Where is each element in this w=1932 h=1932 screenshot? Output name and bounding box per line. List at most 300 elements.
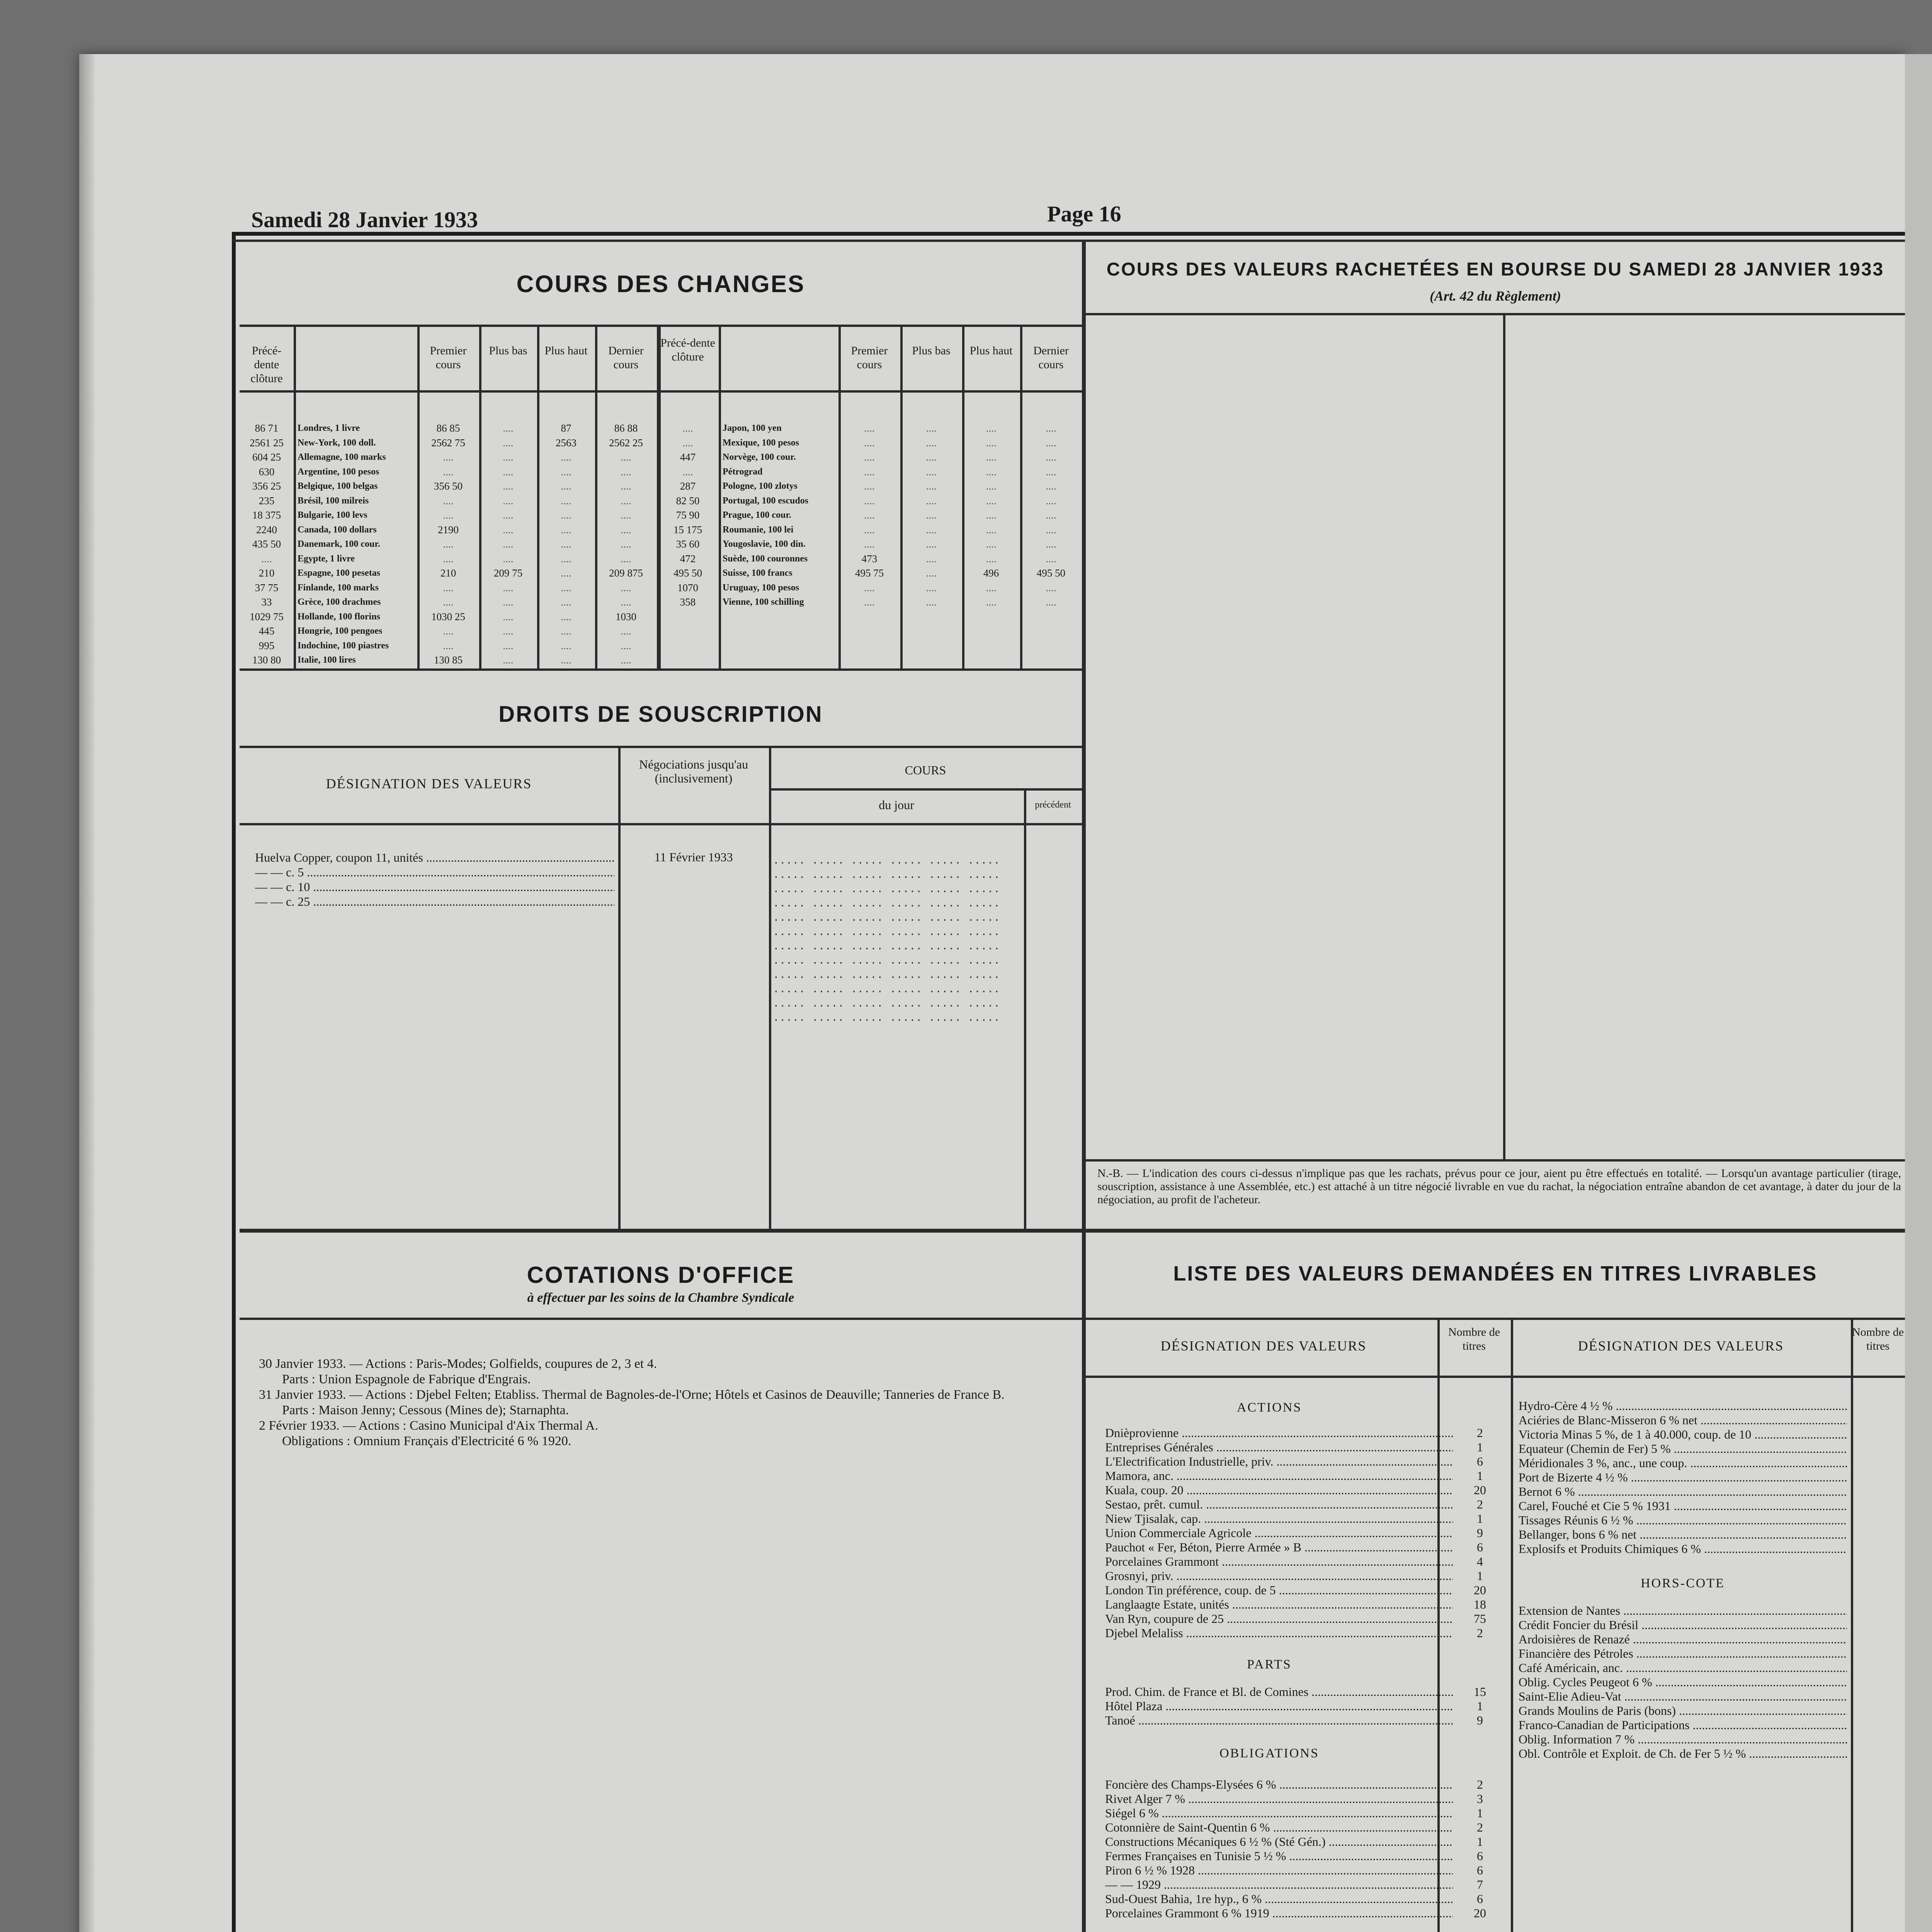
cell-low: .... <box>926 437 937 449</box>
table-row <box>240 639 657 653</box>
list-item <box>1105 1497 1507 1512</box>
col-line <box>769 746 771 1229</box>
rule <box>1086 1376 1905 1378</box>
cell-prev: 86 71 <box>255 422 279 434</box>
item-name: Fermes Françaises en Tunisie 5 ½ % ..... <box>1105 1849 1453 1863</box>
table-row <box>657 508 1082 522</box>
rule <box>1086 1318 1905 1320</box>
cell-last: .... <box>1046 596 1056 608</box>
list-item <box>1519 1689 1847 1704</box>
cell-name: Finlande, 100 marks <box>298 582 379 593</box>
cell-high: .... <box>561 451 571 463</box>
cell-first: 210 <box>440 567 456 579</box>
cell-high: .... <box>561 495 571 507</box>
list-item <box>1519 1661 1847 1675</box>
cotations-subtitle: à effectuer par les soins de la Chambre Syndicale <box>527 1291 794 1305</box>
list-item <box>1519 1732 1847 1747</box>
cell-prev: 447 <box>680 451 696 463</box>
item-name: Prod. Chim. de France et Bl. de Comines ..... <box>1105 1685 1453 1699</box>
col-header-prev-right: Précé-dente clôture <box>660 337 715 363</box>
table-row <box>240 450 657 464</box>
item-name: Van Ryn, coupure de 25 ..... <box>1105 1612 1453 1626</box>
cell-low: .... <box>926 582 937 594</box>
cell-first: .... <box>864 524 875 536</box>
item-count: 6 <box>1477 1892 1483 1906</box>
list-item <box>1519 1527 1847 1542</box>
cell-last: .... <box>621 596 631 608</box>
item-count: 1 <box>1477 1835 1483 1849</box>
cell-low: .... <box>503 509 514 521</box>
header-date: Samedi 28 Janvier 1933 <box>251 207 478 232</box>
cell-last: .... <box>1046 509 1056 521</box>
cell-last: .... <box>1046 451 1056 463</box>
cell-last: .... <box>1046 538 1056 550</box>
item-name: Explosifs et Produits Chimiques 6 % ..... <box>1519 1542 1847 1556</box>
item-name: Ardoisières de Renazé ..... <box>1519 1632 1847 1646</box>
item-name: Café Américain, anc. ..... <box>1519 1661 1847 1675</box>
list-item <box>1519 1646 1847 1661</box>
item-name: Port de Bizerte 4 ½ % ..... <box>1519 1470 1847 1485</box>
rule <box>240 746 1082 748</box>
list-item <box>1105 1540 1507 1554</box>
list-item <box>1105 1569 1507 1583</box>
list-item <box>1105 1597 1507 1612</box>
cell-prev: 82 50 <box>676 495 700 507</box>
cell-low: .... <box>926 480 937 492</box>
item-count: 7 <box>1477 1878 1483 1891</box>
cell-name: Brésil, 100 milreis <box>298 495 369 506</box>
cell-high: .... <box>561 480 571 492</box>
list-item <box>1519 1499 1847 1513</box>
list-item <box>1519 1470 1847 1485</box>
list-item <box>1105 1792 1507 1806</box>
cell-last: .... <box>621 466 631 478</box>
cell-prev: 210 <box>259 567 275 579</box>
item-name: Grosnyi, priv. ..... <box>1105 1569 1453 1583</box>
cotation-entry: 30 Janvier 1933. — Actions : Paris-Modes; Golfields, coupures de 2, 3 et 4. <box>259 1357 657 1371</box>
souscription-row: Huelva Copper, coupon 11, unités ..... <box>255 850 614 865</box>
cell-last: .... <box>621 553 631 565</box>
cell-first: 2562 75 <box>431 437 465 449</box>
rule <box>240 823 1082 825</box>
souscription-date: 11 Février 1933 <box>654 850 733 864</box>
cell-first: 1030 25 <box>431 611 465 622</box>
cell-prev: 1070 <box>677 582 698 594</box>
item-count: 3 <box>1477 1792 1483 1806</box>
souscription-rows <box>255 850 614 909</box>
cell-high: .... <box>561 611 571 622</box>
cell-name: Argentine, 100 pesos <box>298 466 379 477</box>
item-name: Foncière des Champs-Elysées 6 % ..... <box>1105 1777 1453 1792</box>
cell-last: 2562 25 <box>609 437 643 449</box>
cell-prev: 358 <box>680 596 696 608</box>
cell-name: Allemagne, 100 marks <box>298 452 386 462</box>
cell-low: .... <box>503 524 514 536</box>
rule <box>769 788 1082 791</box>
cell-high: 87 <box>561 422 571 434</box>
cell-name: Hongrie, 100 pengoes <box>298 626 383 636</box>
livrables-obligations-list <box>1105 1777 1507 1920</box>
cell-low: .... <box>503 639 514 651</box>
livrables-obligations-label: OBLIGATIONS <box>1219 1746 1319 1760</box>
livrables-actions-list <box>1105 1426 1507 1640</box>
livrables-parts-list <box>1105 1685 1507 1728</box>
cell-first: .... <box>864 451 875 463</box>
livrables-parts-label: PARTS <box>1247 1657 1292 1672</box>
souscription-title: DROITS DE SOUSCRIPTION <box>498 702 823 727</box>
cell-first: .... <box>443 451 454 463</box>
item-name: Niew Tjisalak, cap. ..... <box>1105 1512 1453 1526</box>
list-item <box>1105 1699 1507 1713</box>
cell-name: Egypte, 1 livre <box>298 553 355 564</box>
table-row <box>657 450 1082 464</box>
cell-low: .... <box>926 509 937 521</box>
cell-name: Italie, 100 lires <box>298 655 356 665</box>
table-row <box>657 523 1082 537</box>
item-count: 2 <box>1477 1820 1483 1834</box>
list-item <box>1519 1513 1847 1527</box>
cell-first: .... <box>443 553 454 565</box>
list-item <box>1105 1849 1507 1863</box>
livrables-horscote-label: HORS-COTE <box>1641 1576 1725 1590</box>
cell-low: .... <box>503 553 514 565</box>
item-count: 1 <box>1477 1699 1483 1713</box>
item-name: Crédit Foncier du Brésil ..... <box>1519 1618 1847 1632</box>
rule <box>240 1229 1082 1233</box>
cell-last: .... <box>621 451 631 463</box>
cell-high: .... <box>986 451 997 463</box>
list-item <box>1519 1456 1847 1470</box>
cell-name: Hollande, 100 florins <box>298 611 381 622</box>
item-count: 2 <box>1477 1426 1483 1440</box>
livrables-title: LISTE DES VALEURS DEMANDÉES EN TITRES LIVRABLES <box>1173 1262 1818 1285</box>
cell-name: Yougoslavie, 100 din. <box>723 539 806 549</box>
cell-first: .... <box>864 422 875 434</box>
cell-high: .... <box>561 582 571 594</box>
col-header-cours: COURS <box>905 763 946 777</box>
cell-prev: 33 <box>261 596 272 608</box>
cell-name: Espagne, 100 pesetas <box>298 568 381 578</box>
cell-name: Vienne, 100 schilling <box>723 597 804 607</box>
cell-low: .... <box>503 582 514 594</box>
list-item <box>1105 1483 1507 1497</box>
cell-prev: 495 50 <box>673 567 702 579</box>
table-row <box>657 465 1082 479</box>
item-count: 9 <box>1477 1526 1483 1540</box>
frame-inner-rule <box>232 240 1905 242</box>
item-name: London Tin préférence, coup. de 5 ..... <box>1105 1583 1453 1597</box>
cell-first: .... <box>864 538 875 550</box>
list-item <box>1519 1542 1847 1556</box>
item-count: 6 <box>1477 1454 1483 1468</box>
item-name: Rivet Alger 7 % ..... <box>1105 1792 1453 1806</box>
cell-high: .... <box>986 422 997 434</box>
rachetees-note: N.-B. — L'indication des cours ci-dessus n'implique pas que les rachats, prévus pour ce jour, aient pu être effectués en totalité. — Lorsqu'un avantage particulier (tirage, souscription, assistance à une Assemblée, etc.) est attaché à un titre négocié livrable en vue du rachat, la négociation entraîne abandon de cet avantage, à dater du jour de la négociation, au profit de l'acheteur. <box>1097 1167 1901 1206</box>
item-name: Porcelaines Grammont 6 % 1919 ..... <box>1105 1906 1453 1920</box>
cell-high: .... <box>561 625 571 637</box>
cell-high: .... <box>986 582 997 594</box>
item-name: Méridionales 3 %, anc., une coup. ..... <box>1519 1456 1847 1470</box>
item-name: Carel, Fouché et Cie 5 % 1931 ..... <box>1519 1499 1847 1513</box>
next-page-edge <box>1905 54 1932 1932</box>
cell-low: .... <box>926 567 937 579</box>
cell-low: .... <box>503 611 514 622</box>
cell-first: 473 <box>861 553 878 565</box>
list-item <box>1105 1777 1507 1792</box>
cell-last: .... <box>621 639 631 651</box>
cell-prev: 472 <box>680 553 696 565</box>
cell-first: .... <box>864 509 875 521</box>
cell-last: 1030 <box>616 611 636 622</box>
cell-prev: 75 90 <box>676 509 700 521</box>
list-item <box>1105 1583 1507 1597</box>
list-item <box>1519 1604 1847 1618</box>
souscription-row: — — c. 10 ..... <box>255 879 614 894</box>
cell-high: .... <box>561 509 571 521</box>
list-item <box>1105 1454 1507 1469</box>
cotations-title: COTATIONS D'OFFICE <box>527 1262 795 1288</box>
list-item <box>1105 1426 1507 1440</box>
table-row <box>657 537 1082 551</box>
cell-prev: 37 75 <box>255 582 279 594</box>
cell-name: Grèce, 100 drachmes <box>298 597 381 607</box>
cell-first: 86 85 <box>436 422 460 434</box>
cell-prev: 35 60 <box>676 538 700 550</box>
col-header-high-right: Plus haut <box>969 344 1013 357</box>
cell-low: .... <box>503 480 514 492</box>
cell-low: .... <box>503 654 514 666</box>
item-count: 9 <box>1477 1713 1483 1727</box>
list-item <box>1105 1626 1507 1640</box>
cell-prev: 630 <box>259 466 275 478</box>
item-name: Grands Moulins de Paris (bons) ..... <box>1519 1704 1847 1718</box>
item-count: 20 <box>1474 1906 1486 1920</box>
cell-first: 2190 <box>438 524 459 536</box>
cell-last: 86 88 <box>614 422 638 434</box>
item-count: 6 <box>1477 1863 1483 1877</box>
list-item <box>1519 1718 1847 1732</box>
cell-low: .... <box>503 625 514 637</box>
cell-first: .... <box>443 625 454 637</box>
table-row <box>240 595 657 609</box>
item-name: — — 1929 ..... <box>1105 1878 1453 1892</box>
cell-first: .... <box>443 466 454 478</box>
item-count: 4 <box>1477 1554 1483 1568</box>
cell-high: .... <box>561 553 571 565</box>
table-row <box>240 566 657 580</box>
rachetees-title: COURS DES VALEURS RACHETÉES EN BOURSE DU SAMEDI 28 JANVIER 1933 <box>1106 259 1884 280</box>
col-header-designation: DÉSIGNATION DES VALEURS <box>1160 1338 1367 1354</box>
list-item <box>1519 1399 1847 1413</box>
list-item <box>1519 1618 1847 1632</box>
cell-prev: 2240 <box>256 524 277 536</box>
col-header-last-right: Dernier cours <box>1033 344 1069 371</box>
rule <box>240 390 1082 393</box>
list-item <box>1519 1632 1847 1646</box>
cell-prev: 15 175 <box>673 524 702 536</box>
list-item <box>1105 1906 1507 1920</box>
item-count: 1 <box>1477 1806 1483 1820</box>
rule <box>1086 1159 1905 1162</box>
cell-low: .... <box>926 466 937 478</box>
item-name: Dnièprovienne ..... <box>1105 1426 1453 1440</box>
item-name: Extension de Nantes ..... <box>1519 1604 1847 1618</box>
cell-last: .... <box>621 654 631 666</box>
cell-last: .... <box>1046 553 1056 565</box>
rule <box>1086 313 1905 315</box>
cell-first: 130 85 <box>434 654 463 666</box>
list-item <box>1519 1675 1847 1689</box>
list-item <box>1105 1685 1507 1699</box>
item-count: 1 <box>1477 1440 1483 1454</box>
cell-name: Pétrograd <box>723 466 763 477</box>
table-row <box>657 436 1082 450</box>
cell-high: 2563 <box>556 437 577 449</box>
cell-name: Japon, 100 yen <box>723 423 782 433</box>
col-header-du-jour: du jour <box>879 798 914 812</box>
col-line <box>1851 1318 1853 1932</box>
cell-last: .... <box>621 480 631 492</box>
item-name: Oblig. Cycles Peugeot 6 % ..... <box>1519 1675 1847 1689</box>
list-item <box>1519 1413 1847 1427</box>
item-name: Hôtel Plaza ..... <box>1105 1699 1453 1713</box>
cell-high: .... <box>986 495 997 507</box>
item-name: Oblig. Information 7 % ..... <box>1519 1732 1847 1747</box>
cell-first: .... <box>864 466 875 478</box>
cell-low: .... <box>503 451 514 463</box>
cell-first: .... <box>443 596 454 608</box>
cell-prev: 287 <box>680 480 696 492</box>
cell-last: .... <box>1046 422 1056 434</box>
item-count: 2 <box>1477 1497 1483 1511</box>
souscription-row: — — c. 5 ..... <box>255 865 614 879</box>
item-name: Cotonnière de Saint-Quentin 6 % ..... <box>1105 1820 1453 1835</box>
cell-name: Portugal, 100 escudos <box>723 495 808 506</box>
rule <box>240 1318 1082 1320</box>
item-name: L'Electrification Industrielle, priv. ..... <box>1105 1454 1453 1469</box>
cell-name: Mexique, 100 pesos <box>723 437 799 448</box>
col-header-nombre: Nombre de titres <box>1448 1326 1500 1352</box>
col-line <box>618 746 621 1229</box>
cell-prev: 604 25 <box>252 451 281 463</box>
table-row <box>240 479 657 493</box>
cell-prev: 435 50 <box>252 538 281 550</box>
cell-low: .... <box>926 553 937 565</box>
cell-prev: .... <box>682 437 693 449</box>
item-name: Aciéries de Blanc-Misseron 6 % net ..... <box>1519 1413 1847 1427</box>
col-line <box>1511 1318 1513 1932</box>
cell-high: .... <box>986 524 997 536</box>
col-header-prev: Précé-dente clôture <box>250 344 283 385</box>
table-row <box>657 479 1082 493</box>
item-count: 75 <box>1474 1612 1486 1626</box>
cell-high: .... <box>986 480 997 492</box>
cell-prev: 995 <box>259 639 275 651</box>
item-name: Equateur (Chemin de Fer) 5 % ..... <box>1519 1442 1847 1456</box>
list-item <box>1519 1747 1847 1761</box>
col-header-low: Plus bas <box>489 344 527 357</box>
cell-name: Canada, 100 dollars <box>298 524 377 535</box>
cell-first: .... <box>864 582 875 594</box>
table-row <box>657 566 1082 580</box>
item-name: Financière des Pétroles ..... <box>1519 1646 1847 1661</box>
cell-high: .... <box>561 654 571 666</box>
cell-prev: 356 25 <box>252 480 281 492</box>
item-name: Obl. Contrôle et Exploit. de Ch. de Fer 5 ½ % ..... <box>1519 1747 1847 1761</box>
table-row <box>657 581 1082 595</box>
item-name: Tissages Réunis 6 ½ % ..... <box>1519 1513 1847 1527</box>
cell-high: .... <box>986 553 997 565</box>
cell-low: .... <box>503 437 514 449</box>
rule <box>240 668 1082 671</box>
list-item <box>1519 1485 1847 1499</box>
cell-first: .... <box>443 495 454 507</box>
cell-last: .... <box>1046 437 1056 449</box>
table-row <box>240 537 657 551</box>
cell-name: Pologne, 100 zlotys <box>723 481 798 491</box>
cell-prev: 445 <box>259 625 275 637</box>
cell-first: 356 50 <box>434 480 463 492</box>
cell-name: Suisse, 100 francs <box>723 568 793 578</box>
item-count: 1 <box>1477 1569 1483 1583</box>
cell-high: .... <box>986 437 997 449</box>
cell-low: .... <box>926 524 937 536</box>
cell-low: .... <box>503 466 514 478</box>
cell-high: .... <box>986 509 997 521</box>
cell-last: .... <box>1046 466 1056 478</box>
cell-first: .... <box>864 495 875 507</box>
col-header-first: Premier cours <box>430 344 467 371</box>
cotations-entries <box>259 1356 1070 1449</box>
table-row <box>657 494 1082 508</box>
cell-first: .... <box>864 596 875 608</box>
cell-last: 209 875 <box>609 567 643 579</box>
rule <box>1086 1229 1905 1233</box>
item-name: Hydro-Cère 4 ½ % ..... <box>1519 1399 1847 1413</box>
cell-high: .... <box>561 538 571 550</box>
item-count: 18 <box>1474 1597 1486 1611</box>
cell-high: .... <box>561 567 571 579</box>
rule <box>240 325 1082 327</box>
item-name: Franco-Canadian de Participations ..... <box>1519 1718 1847 1732</box>
item-count: 2 <box>1477 1626 1483 1640</box>
table-row <box>240 581 657 595</box>
cell-prev: .... <box>682 422 693 434</box>
item-name: Porcelaines Grammont ..... <box>1105 1554 1453 1569</box>
item-count: 1 <box>1477 1512 1483 1526</box>
list-item <box>1519 1427 1847 1442</box>
cell-name: Uruguay, 100 pesos <box>723 582 799 593</box>
cell-last: .... <box>621 538 631 550</box>
table-row <box>240 421 657 435</box>
item-count: 2 <box>1477 1777 1483 1791</box>
cell-name: New-York, 100 doll. <box>298 437 376 448</box>
col-header-nombre-right: Nombre de titres <box>1852 1326 1904 1352</box>
cell-first: .... <box>443 509 454 521</box>
cell-last: .... <box>1046 524 1056 536</box>
table-row <box>240 465 657 479</box>
item-name: Sud-Ouest Bahia, 1re hyp., 6 % ..... <box>1105 1892 1453 1906</box>
col-header-low-right: Plus bas <box>912 344 951 357</box>
item-name: Tanoé ..... <box>1105 1713 1453 1728</box>
item-name: Langlaagte Estate, unités ..... <box>1105 1597 1453 1612</box>
cell-first: .... <box>864 480 875 492</box>
list-item <box>1105 1612 1507 1626</box>
item-name: Siégel 6 % ..... <box>1105 1806 1453 1820</box>
cotation-entry: Parts : Maison Jenny; Cessous (Mines de); Starnaphta. <box>282 1403 569 1417</box>
item-name: Constructions Mécaniques 6 ½ % (Sté Gén.) ..... <box>1105 1835 1453 1849</box>
item-count: 20 <box>1474 1483 1486 1497</box>
